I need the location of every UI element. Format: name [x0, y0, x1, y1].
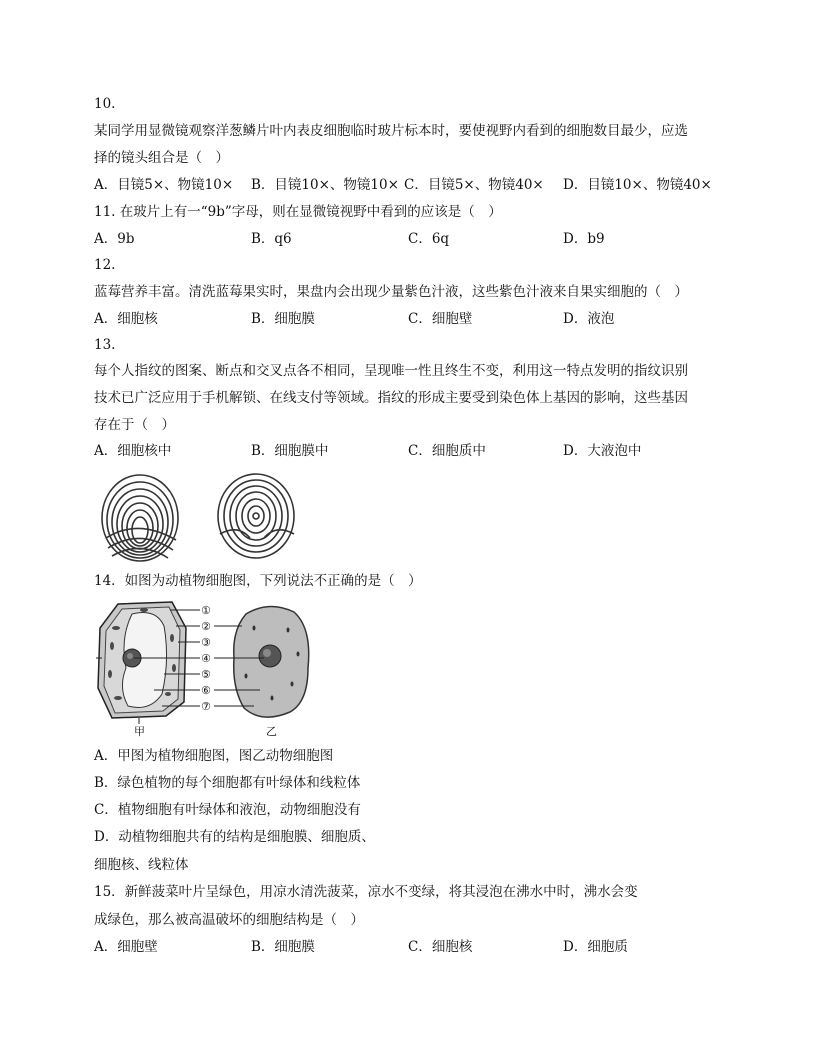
q13-option-d: D．大液泡中 — [563, 443, 642, 459]
label-7: ⑦ — [201, 700, 211, 713]
q15-stem-line1: 15．新鲜菠菜叶片呈绿色，用凉水清洗菠菜，凉水不变绿，将其浸泡在沸水中时，沸水会变 — [94, 884, 638, 900]
q10-option-c: C．目镜5×、物镜40× — [404, 177, 544, 193]
q14-option-a: A．甲图为植物细胞图，图乙动物细胞图 — [94, 748, 334, 764]
label-5: ⑤ — [201, 668, 211, 681]
q11-option-a: A．9b — [94, 231, 135, 247]
q15-option-a: A．细胞壁 — [94, 939, 158, 955]
q14-option-c: C．植物细胞有叶绿体和液泡，动物细胞没有 — [94, 802, 361, 818]
fingerprint-image-2 — [214, 468, 299, 560]
q14-option-d-continued: 细胞核、线粒体 — [94, 857, 189, 873]
q10-option-a: A．目镜5×、物镜10× — [94, 177, 234, 193]
q13-option-c: C．细胞质中 — [408, 443, 486, 459]
label-1: ① — [201, 604, 211, 617]
q12-stem: 蓝莓营养丰富。清洗蓝莓果实时，果盘内会出现少量紫色汁液，这些紫色汁液来自果实细胞的（ ） — [94, 284, 688, 300]
caption-jia: 甲 — [134, 725, 145, 738]
q12-option-d: D．液泡 — [563, 311, 615, 327]
q15-stem-line2: 成绿色，那么被高温破坏的细胞结构是（ ） — [94, 912, 364, 928]
caption-yi: 乙 — [266, 725, 277, 738]
animal-cell — [234, 606, 309, 717]
label-3: ③ — [201, 636, 211, 649]
q10-number: 10. — [94, 96, 116, 112]
q12-option-b: B．细胞膜 — [251, 311, 315, 327]
q13-stem-line2: 技术已广泛应用于手机解锁、在线支付等领域。指纹的形成主要受到染色体上基因的影响，这些基因 — [94, 390, 688, 406]
cell-diagram — [94, 598, 324, 738]
q11-option-d: D．b9 — [563, 231, 605, 247]
q12-number: 12. — [94, 257, 116, 273]
q11-stem: 11. 在玻片上有一“9b”字母，则在显微镜视野中看到的应该是（ ） — [94, 204, 502, 220]
q10-stem-line1: 某同学用显微镜观察洋葱鳞片叶内表皮细胞临时玻片标本时，要使视野内看到的细胞数目最少，应选 — [94, 123, 688, 139]
label-6: ⑥ — [201, 684, 211, 697]
q13-number: 13. — [94, 337, 116, 353]
label-4: ④ — [201, 652, 211, 665]
q13-option-a: A．细胞核中 — [94, 443, 172, 459]
q11-option-c: C．6q — [408, 231, 450, 247]
q14-option-b: B．绿色植物的每个细胞都有叶绿体和线粒体 — [94, 775, 361, 791]
q15-option-d: D．细胞质 — [563, 939, 628, 955]
q13-option-b: B．细胞膜中 — [251, 443, 329, 459]
q15-option-b: B．细胞膜 — [251, 939, 315, 955]
fingerprint-image-1 — [98, 468, 183, 563]
q12-option-c: C．细胞壁 — [408, 311, 473, 327]
q10-option-b: B．目镜10×、物镜10× — [251, 177, 399, 193]
q12-option-a: A．细胞核 — [94, 311, 158, 327]
q13-stem-line3: 存在于（ ） — [94, 417, 175, 433]
q11-option-b: B．q6 — [251, 231, 292, 247]
q13-stem-line1: 每个人指纹的图案、断点和交叉点各不相同，呈现唯一性且终生不变，利用这一特点发明的指纹识别 — [94, 363, 688, 379]
label-2: ② — [201, 620, 211, 633]
q10-stem-line2: 择的镜头组合是（ ） — [94, 150, 229, 166]
q14-option-d: D．动植物细胞共有的结构是细胞膜、细胞质、 — [94, 829, 375, 845]
q10-option-d: D．目镜10×、物镜40× — [563, 177, 712, 193]
q15-option-c: C．细胞核 — [408, 939, 473, 955]
q14-stem: 14．如图为动植物细胞图，下列说法不正确的是（ ） — [94, 573, 422, 589]
